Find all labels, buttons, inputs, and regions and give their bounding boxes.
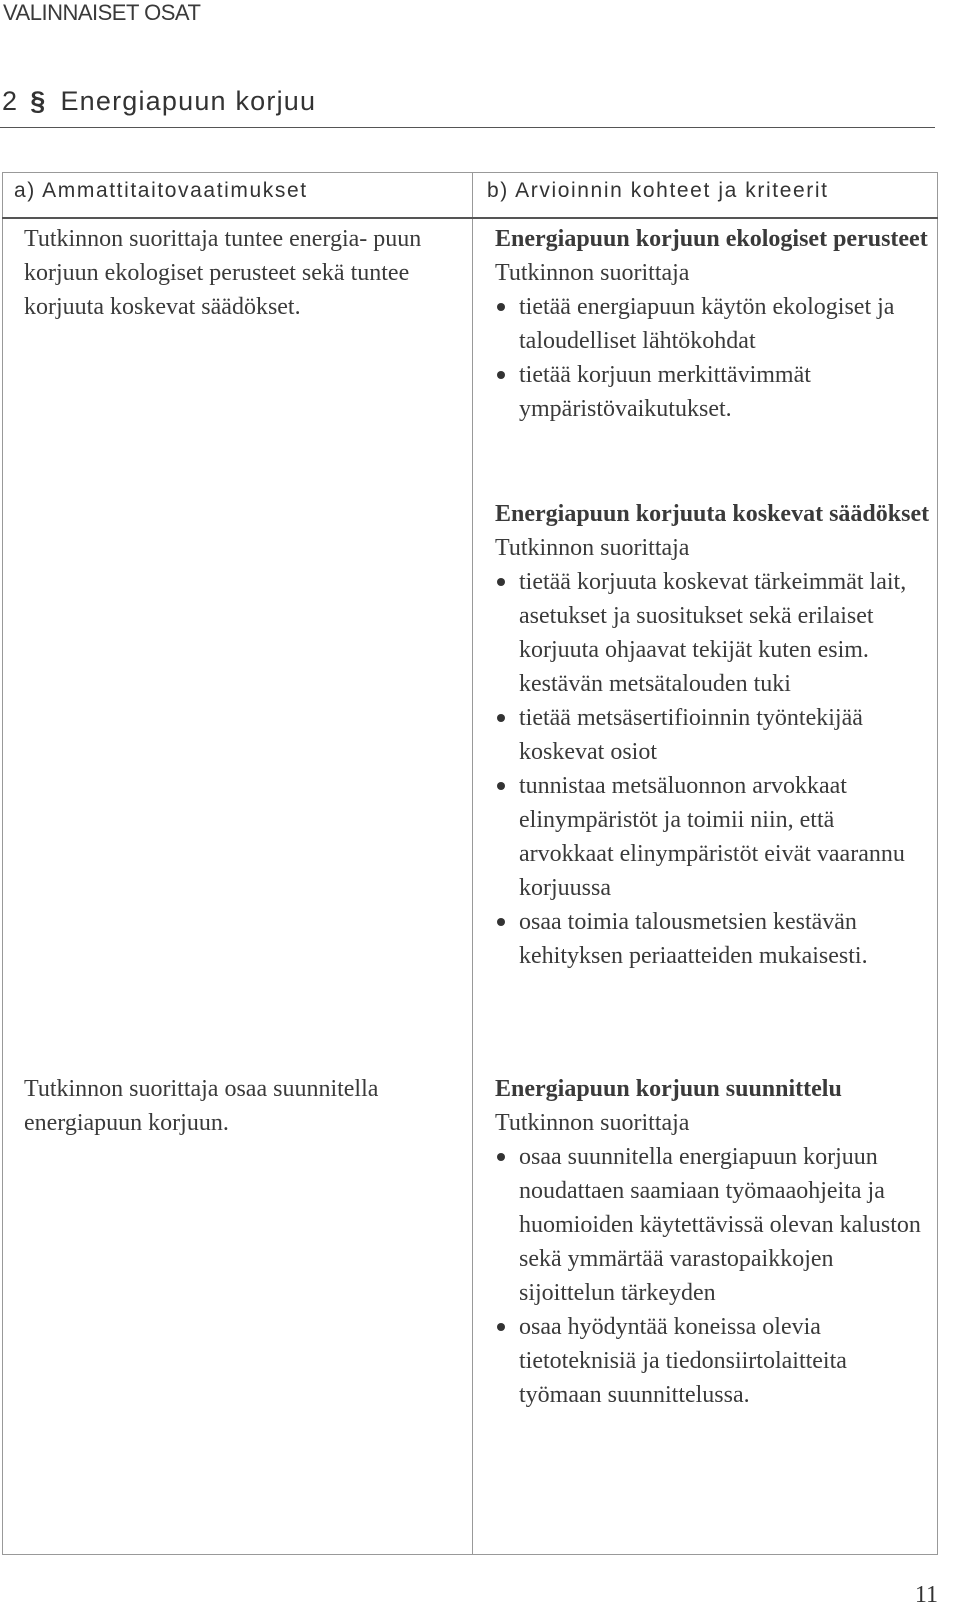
criteria-item-text: tietää metsäsertifioinnin työntekijää koskevat osiot [519, 705, 863, 765]
page-number: 11 [914, 1582, 938, 1608]
criteria-block-title: Energiapuun korjuun suunnittelu [495, 1076, 842, 1102]
requirement-paragraph: Tutkinnon suorittaja osaa suunnitella energiapuun korjuun. [24, 1076, 379, 1136]
criteria-item-text: osaa toimia talousmetsien kestävän kehityksen periaatteiden mukaisesti. [519, 909, 868, 969]
criteria-item-text: osaa hyödyntää koneissa olevia tietoteknisiä ja tiedonsiirtolaitteita työmaan suunnittelussa. [519, 1314, 847, 1408]
criteria-item-text: tietää korjuuta koskevat tärkeimmät lait, asetukset ja suositukset sekä erilaiset korjuuta ohjaavat tekijät kuten esim. kestävän metsätalouden tuki [519, 569, 907, 697]
bullet-icon [497, 303, 505, 311]
section-symbol: § [30, 86, 47, 116]
criteria-list [495, 1140, 930, 1412]
criteria-item-text: tietää energiapuun käytön ekologiset ja taloudelliset lähtökohdat [519, 294, 895, 354]
title-rule [0, 127, 935, 128]
criteria-block [495, 222, 930, 426]
criteria-list-item [495, 769, 930, 905]
criteria-list-item [495, 905, 930, 973]
bullet-icon [497, 1153, 505, 1161]
criteria-block-title: Energiapuun korjuuta koskevat säädökset [495, 501, 930, 527]
bullet-icon [497, 578, 505, 586]
criteria-block [495, 497, 930, 973]
criteria-item-text: tunnistaa metsäluonnon arvokkaat elinympäristöt ja toimii niin, että arvokkaat elinympäristöt eivät vaarannu korjuussa [519, 773, 905, 901]
criteria-block-lead: Tutkinnon suorittaja [495, 260, 690, 286]
bullet-icon [497, 714, 505, 722]
criteria-list-item [495, 1310, 930, 1412]
section-title [2, 86, 316, 117]
requirement-paragraph: Tutkinnon suorittaja tuntee energia- puun korjuun ekologiset perusteet sekä tuntee korjuuta koskevat säädökset. [24, 226, 422, 320]
criteria-list-item [495, 701, 930, 769]
column-header-requirements: a) Ammattitaitovaatimukset [14, 179, 308, 202]
criteria-list-item [495, 565, 930, 701]
criteria-block [495, 1072, 930, 1412]
criteria-block-lead: Tutkinnon suorittaja [495, 535, 690, 561]
criteria-list-item [495, 358, 930, 426]
criteria-list-item [495, 1140, 930, 1310]
column-header-criteria: b) Arvioinnin kohteet ja kriteerit [487, 179, 829, 202]
running-head: VALINNAISET OSAT [3, 0, 201, 25]
bullet-icon [497, 918, 505, 926]
criteria-item-text: osaa suunnitella energiapuun korjuun noudattaen saamiaan työmaaohjeita ja huomioiden käytettävissä olevan kaluston sekä ymmärtää varastopaikkojen sijoittelun tärkeyden [519, 1144, 921, 1306]
bullet-icon [497, 782, 505, 790]
column-divider [472, 172, 473, 1555]
criteria-list [495, 565, 930, 973]
bullet-icon [497, 371, 505, 379]
header-rule [2, 217, 938, 219]
criteria-block-title: Energiapuun korjuun ekologiset perusteet [495, 226, 928, 252]
criteria-block-lead: Tutkinnon suorittaja [495, 1110, 690, 1136]
section-title-text: Energiapuun korjuu [60, 86, 317, 116]
section-number: 2 [2, 86, 19, 116]
criteria-list [495, 290, 930, 426]
criteria-list-item [495, 290, 930, 358]
criteria-item-text: tietää korjuun merkittävimmät ympäristövaikutukset. [519, 362, 811, 422]
bullet-icon [497, 1323, 505, 1331]
